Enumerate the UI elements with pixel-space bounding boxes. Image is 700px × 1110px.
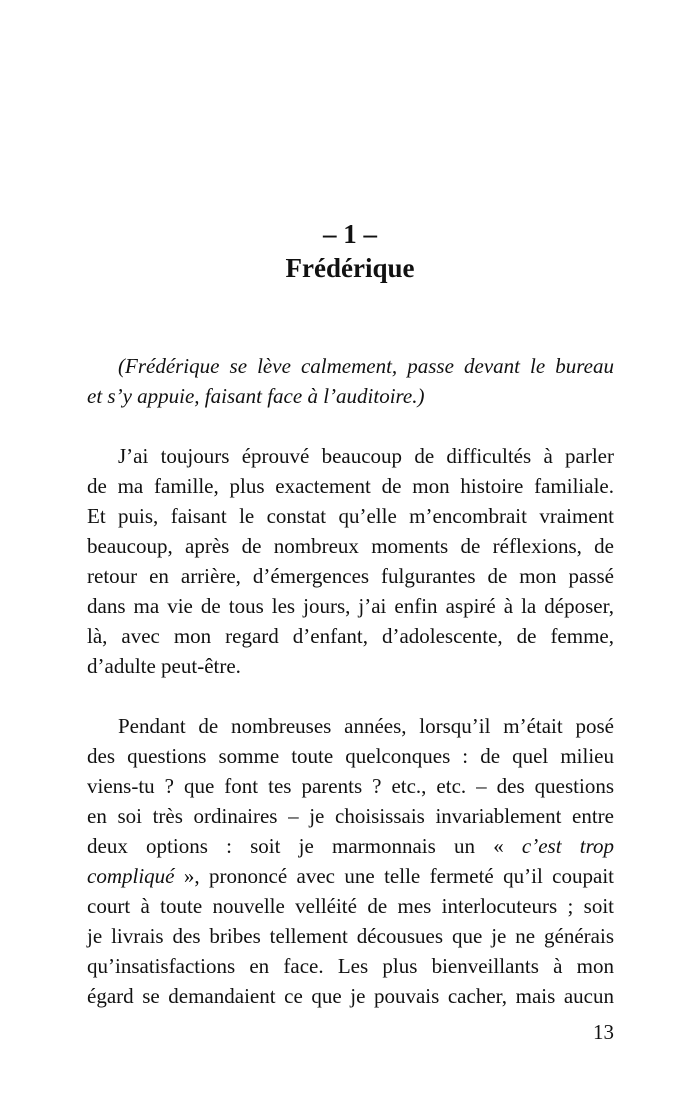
- paragraph-line: dans ma vie de tous les jours, j’ai enfin aspiré à la déposer,: [87, 594, 614, 618]
- paragraph-line: je livrais des bribes tellement décousues que je ne générais: [87, 924, 614, 948]
- paragraph-line: retour en arrière, d’émergences fulgurantes de mon passé: [87, 564, 614, 588]
- paragraph-line: viens-tu ? que font tes parents ? etc., etc. – des questions: [87, 774, 614, 798]
- paragraph-line: J’ai toujours éprouvé beaucoup de difficultés à parler: [118, 444, 614, 468]
- paragraph-line: court à toute nouvelle velléité de mes interlocuteurs ; soit: [87, 894, 614, 918]
- paragraph-line: de ma famille, plus exactement de mon histoire familiale.: [87, 474, 614, 498]
- paragraph-line: d’adulte peut-être.: [87, 654, 241, 678]
- page-number: 13: [593, 1020, 614, 1044]
- quoted-phrase: compliqué: [87, 864, 175, 888]
- paragraph-line: en soi très ordinaires – je choisissais invariablement entre: [87, 804, 614, 828]
- chapter-number: – 1 –: [323, 219, 377, 249]
- quoted-phrase: c’est trop: [521, 834, 614, 858]
- text-segment: », prononcé avec une telle fermeté qu’il coupait: [174, 864, 614, 888]
- paragraph-line: égard se demandaient ce que je pouvais cacher, mais aucun: [87, 984, 614, 1008]
- paragraph-line: Et puis, faisant le constat qu’elle m’encombrait vraiment: [87, 504, 614, 528]
- paragraph-line: des questions somme toute quelconques : de quel milieu: [87, 744, 614, 768]
- paragraph-line: [87, 861, 614, 891]
- paragraph-line: là, avec mon regard d’enfant, d’adolescente, de femme,: [87, 624, 614, 648]
- paragraph-line: beaucoup, après de nombreux moments de réflexions, de: [87, 534, 614, 558]
- chapter-title: Frédérique: [285, 253, 415, 283]
- paragraph-line: [87, 831, 614, 861]
- paragraph-line: Pendant de nombreuses années, lorsqu’il m’était posé: [118, 714, 614, 738]
- stage-direction-line: et s’y appuie, faisant face à l’auditoire.): [87, 384, 425, 408]
- stage-direction-line: (Frédérique se lève calmement, passe devant le bureau: [118, 354, 614, 378]
- text-segment: deux options : soit je marmonnais un «: [87, 834, 522, 858]
- paragraph-line: qu’insatisfactions en face. Les plus bienveillants à mon: [87, 954, 614, 978]
